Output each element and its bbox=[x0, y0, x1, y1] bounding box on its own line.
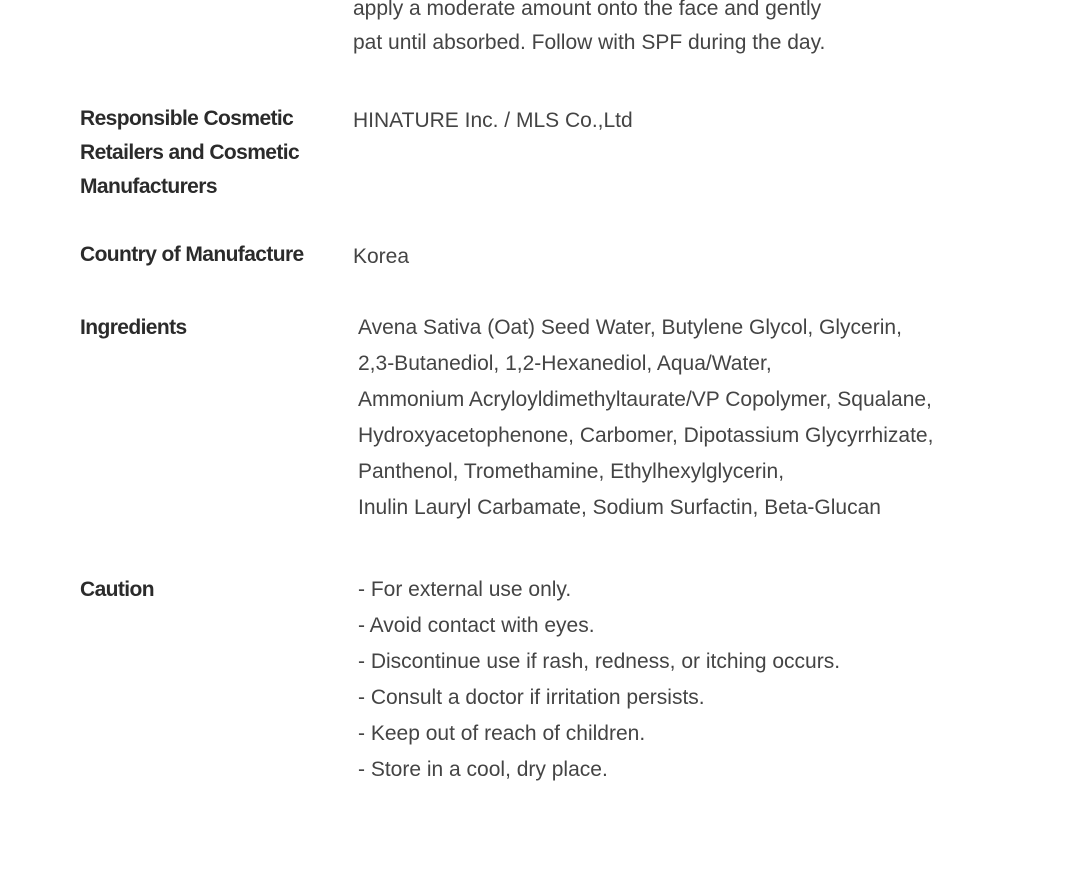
caution-label: Caution bbox=[80, 578, 154, 601]
caution-line: - Consult a doctor if irritation persists. bbox=[358, 686, 705, 709]
responsible-label-line: Retailers and Cosmetic bbox=[80, 141, 300, 164]
ingredients-line: Hydroxyacetophenone, Carbomer, Dipotassium Glycyrrhizate, bbox=[358, 424, 934, 447]
caution-line: - Keep out of reach of children. bbox=[358, 722, 646, 745]
responsible-label-line: Responsible Cosmetic bbox=[80, 107, 294, 130]
caution-line: - Avoid contact with eyes. bbox=[358, 614, 595, 637]
ingredients-line: Panthenol, Tromethamine, Ethylhexylglycerin, bbox=[358, 460, 785, 483]
country-label: Country of Manufacture bbox=[80, 243, 304, 266]
usage-line: pat until absorbed. Follow with SPF during the day. bbox=[353, 31, 826, 54]
ingredients-line: Avena Sativa (Oat) Seed Water, Butylene Glycol, Glycerin, bbox=[358, 316, 902, 339]
responsible-label-line: Manufacturers bbox=[80, 175, 217, 198]
ingredients-line: Inulin Lauryl Carbamate, Sodium Surfactin, Beta-Glucan bbox=[358, 496, 881, 519]
usage-line: apply a moderate amount onto the face and gently bbox=[353, 0, 822, 20]
ingredients-value bbox=[358, 310, 933, 526]
ingredients-line: 2,3-Butanediol, 1,2-Hexanediol, Aqua/Water, bbox=[358, 352, 772, 375]
ingredients-line: Ammonium Acryloyldimethyltaurate/VP Copolymer, Squalane, bbox=[358, 388, 932, 411]
caution-value bbox=[358, 572, 840, 788]
ingredients-label: Ingredients bbox=[80, 316, 187, 339]
usage-value bbox=[353, 0, 825, 60]
country-value: Korea bbox=[353, 245, 410, 268]
caution-line: - Discontinue use if rash, redness, or itching occurs. bbox=[358, 650, 841, 673]
responsible-label bbox=[80, 102, 330, 204]
caution-line: - Store in a cool, dry place. bbox=[358, 758, 608, 781]
caution-line: - For external use only. bbox=[358, 578, 572, 601]
responsible-value: HINATURE Inc. / MLS Co.,Ltd bbox=[353, 109, 633, 132]
